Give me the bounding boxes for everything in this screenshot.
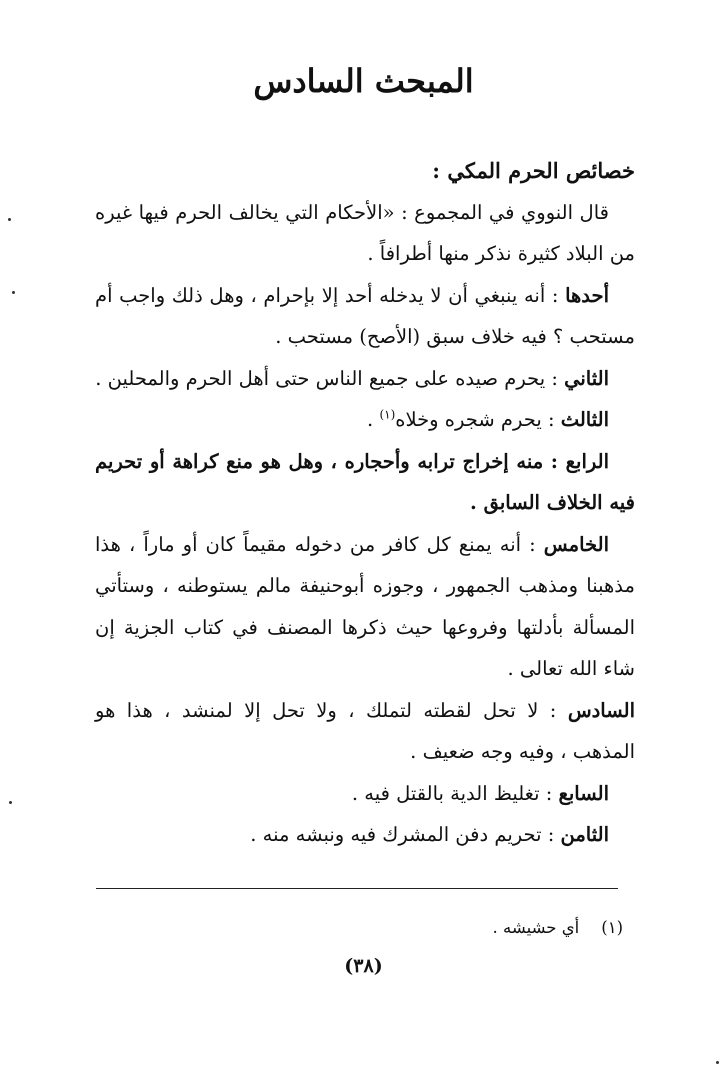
paragraph-third xyxy=(95,399,635,441)
main-text xyxy=(95,150,635,856)
paragraph-text: : يحرم شجره وخلاه xyxy=(395,408,561,431)
margin-speck xyxy=(8,218,11,221)
paragraph-text: : تغليظ الدية بالقتل فيه . xyxy=(351,781,559,805)
item-lead: الخامس xyxy=(543,532,609,556)
footnote-divider xyxy=(96,888,618,889)
item-lead: الرابع xyxy=(565,449,609,473)
item-lead: الثاني xyxy=(564,366,609,390)
footnote-ref[interactable]: (١) xyxy=(379,407,396,422)
margin-speck xyxy=(716,1061,719,1064)
paragraph-eighth xyxy=(95,814,635,856)
section-heading xyxy=(95,150,635,192)
paragraph-intro xyxy=(95,192,635,275)
paragraph-text: : أنه ينبغي أن لا يدخله أحد إلا بإحرام ، وهل ذلك واجب أم مستحب ؟ فيه خلاف سبق (الأصح) مستحب . xyxy=(95,283,635,348)
paragraph-first xyxy=(95,275,635,358)
paragraph-sixth xyxy=(95,690,635,773)
paragraph-tail: . xyxy=(367,408,380,431)
item-lead: الثالث xyxy=(560,408,609,431)
item-lead: أحدها xyxy=(565,283,609,307)
page-number: (٣٨) xyxy=(344,955,383,977)
paragraph-text: : تحريم دفن المشرك فيه ونبشه منه . xyxy=(250,823,561,846)
footnote-text: أي حشيشه . xyxy=(492,918,580,937)
paragraph-seventh xyxy=(95,773,635,815)
paragraph-text: : أنه يمنع كل كافر من دخوله مقيماً كان أو ماراً ، هذا مذهبنا ومذهب الجمهور ، وجوزه أبوحنيفة مالم يستوطنه ، وستأتي المسألة بأدلتها وفروعها حيث ذكرها المصنف في كتاب الجزية إن شاء الله تعالى . xyxy=(95,532,635,680)
heading-text: خصائص الحرم المكي : xyxy=(432,158,635,183)
paragraph-second xyxy=(95,358,635,400)
paragraph-fourth xyxy=(95,441,635,524)
item-lead: الثامن xyxy=(560,823,609,846)
footnote-number: (١) xyxy=(601,918,623,937)
paragraph-text: : يحرم صيده على جميع الناس حتى أهل الحرم والمحلين . xyxy=(95,366,565,390)
item-lead: السادس xyxy=(567,698,635,722)
footnote xyxy=(493,918,623,937)
margin-speck xyxy=(12,291,15,294)
paragraph-text: قال النووي في المجموع : «الأحكام التي يخالف الحرم فيها غيره من البلاد كثيرة نذكر منها أطرافاً . xyxy=(95,200,635,265)
paragraph-text: : لا تحل لقطته لتملك ، ولا تحل إلا لمنشد ، هذا هو المذهب ، وفيه وجه ضعيف . xyxy=(95,698,635,763)
section-title: المبحث السادس xyxy=(253,62,474,100)
paragraph-text: : منه إخراج ترابه وأحجاره ، وهل هو منع كراهة أو تحريم فيه الخلاف السابق . xyxy=(95,449,635,514)
margin-speck xyxy=(9,801,12,804)
item-lead: السابع xyxy=(558,781,609,805)
paragraph-fifth xyxy=(95,524,635,690)
